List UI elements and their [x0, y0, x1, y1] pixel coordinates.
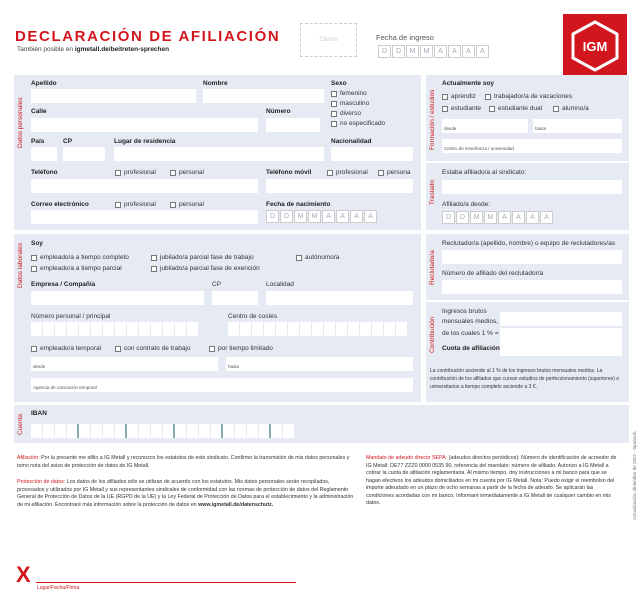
- apellido-label: Apellido: [31, 80, 57, 87]
- afiliado-desde-grid[interactable]: [442, 211, 554, 224]
- digit-cell[interactable]: [283, 424, 295, 438]
- ig-metall-logo-icon: [563, 14, 627, 77]
- digit-cell[interactable]: [163, 322, 175, 336]
- movil-personal[interactable]: persona: [378, 169, 411, 176]
- movil-label: Teléfono móvil: [266, 169, 312, 176]
- telefono-field[interactable]: [31, 179, 258, 193]
- traslado-question: Estaba afiliado/a al sindicato:: [442, 169, 527, 176]
- correo-field[interactable]: [31, 210, 258, 224]
- digit-cell[interactable]: [252, 322, 264, 336]
- digit-cell[interactable]: [264, 322, 276, 336]
- digit-cell[interactable]: [103, 322, 115, 336]
- date-cell[interactable]: A: [540, 211, 553, 224]
- cuenta-section-label: Cuenta: [17, 414, 24, 435]
- nacionalidad-field[interactable]: [331, 147, 413, 161]
- traslado-section-label: Traslado: [429, 179, 436, 205]
- stamp-box: Clients: [300, 23, 357, 57]
- opt-jubilado-trabajo[interactable]: jubilado/a parcial fase de trabajo: [151, 254, 254, 261]
- subtitle: [17, 46, 169, 53]
- digit-cell[interactable]: [139, 424, 151, 438]
- digit-cell[interactable]: [79, 322, 91, 336]
- digit-cell[interactable]: [91, 424, 103, 438]
- ingresos-label-3: de los cuales 1 % =: [442, 330, 499, 337]
- date-cell[interactable]: D: [266, 210, 279, 223]
- digit-cell[interactable]: [67, 322, 79, 336]
- digit-cell[interactable]: [55, 322, 67, 336]
- opt-trabajador-vacaciones[interactable]: trabajador/a de vacaciones: [485, 93, 572, 100]
- date-cell[interactable]: A: [448, 45, 461, 58]
- digit-cell[interactable]: [187, 424, 199, 438]
- contribucion-section-label: Contribución: [429, 316, 436, 353]
- digit-cell[interactable]: [79, 424, 91, 438]
- formacion-hasta-field[interactable]: [533, 119, 622, 133]
- date-cell[interactable]: D: [392, 45, 405, 58]
- centro-ensenanza-label: Centro de enseñanza / universidad: [444, 146, 514, 151]
- svg-text:IGM: IGM: [582, 39, 608, 54]
- date-cell[interactable]: M: [308, 210, 321, 223]
- date-cell[interactable]: D: [378, 45, 391, 58]
- digit-cell[interactable]: [223, 424, 235, 438]
- digit-cell[interactable]: [151, 424, 163, 438]
- sexo-no-especificado[interactable]: no especificado: [331, 120, 385, 127]
- nombre-label: Nombre: [203, 80, 228, 87]
- numero-field[interactable]: [266, 118, 320, 132]
- opt-jubilado-exencion[interactable]: jubilado/a parcial fase de exención: [151, 265, 260, 272]
- date-cell[interactable]: M: [470, 211, 483, 224]
- digit-cell[interactable]: [348, 322, 360, 336]
- afiliacion-text: Afiliación: Por la presente me afilio a IG Metall y reconozco los estatutos de este sindicato. Confirmo la transmisión de mis datos personales y tomo nota del aviso de protección de datos de IG Metall.: [17, 455, 350, 469]
- date-cell[interactable]: A: [350, 210, 363, 223]
- digit-cell[interactable]: [271, 424, 283, 438]
- digit-cell[interactable]: [103, 424, 115, 438]
- telefono-label: Teléfono: [31, 169, 58, 176]
- opt-tiempo-limitado[interactable]: por tiempo limitado: [209, 345, 273, 352]
- cp-label: CP: [63, 138, 73, 145]
- signature-line[interactable]: [36, 582, 296, 583]
- telefono-personal[interactable]: personal: [170, 169, 204, 176]
- cuota-field[interactable]: [500, 342, 622, 356]
- nombre-field[interactable]: [203, 89, 324, 103]
- pais-field[interactable]: [31, 147, 57, 161]
- digit-cell[interactable]: [372, 322, 384, 336]
- empresa-label: Empresa / Compañía: [31, 281, 96, 288]
- opt-contrato[interactable]: con contrato de trabajo: [115, 345, 191, 352]
- digit-cell[interactable]: [300, 322, 312, 336]
- centro-costes-label: Centro de costes: [228, 313, 278, 320]
- digit-cell[interactable]: [228, 322, 240, 336]
- date-cell[interactable]: M: [420, 45, 433, 58]
- digit-cell[interactable]: [43, 322, 55, 336]
- digit-cell[interactable]: [211, 424, 223, 438]
- digit-cell[interactable]: [31, 424, 43, 438]
- opt-estudiante-dual[interactable]: estudiante dual: [489, 105, 542, 112]
- digit-cell[interactable]: [127, 424, 139, 438]
- ingresos-label-2: mensuales medios,: [442, 318, 498, 325]
- date-cell[interactable]: M: [484, 211, 497, 224]
- date-cell[interactable]: M: [294, 210, 307, 223]
- pais-label: País: [31, 138, 45, 145]
- digit-cell[interactable]: [240, 322, 252, 336]
- digit-cell[interactable]: [175, 424, 187, 438]
- apellido-field[interactable]: [31, 89, 196, 103]
- date-cell[interactable]: D: [456, 211, 469, 224]
- num-reclutador-field[interactable]: [442, 280, 622, 294]
- digit-cell[interactable]: [115, 424, 127, 438]
- ingresos-field[interactable]: [500, 312, 622, 326]
- cuota-label: Cuota de afiliación: [442, 345, 500, 352]
- digit-cell[interactable]: [324, 322, 336, 336]
- digit-cell[interactable]: [115, 322, 127, 336]
- nacionalidad-label: Nacionalidad: [331, 138, 372, 145]
- lugar-label: Lugar de residencia: [114, 138, 176, 145]
- sepa-text: Mandato de adeudo directo SEPA: (adeudos directos periódicos): Número de identificación de acreedor de IG Metall: DE77 ZZZ0 0000 0535 90, referencia del mandato: número de afiliado. Autorizo a IG Metall a cobrar la cuota de afiliación reglamentaria. Al mismo tiempo, doy instrucciones a mi banco para que se hagan efectivos los adeudos domiciliados en mi cuenta por IG Metall. Nota: Puedo exigir el reembolso del importe adeudado en un plazo de ocho semanas a partir de la fecha de adeudo. Se aplicarán las condiciones acordadas con mi banco. Informaré inmediatamente a IG Metall de cualquier cambio en mis datos.: [366, 455, 617, 506]
- digit-cell[interactable]: [187, 322, 199, 336]
- iban-grid[interactable]: [31, 424, 295, 438]
- date-cell[interactable]: D: [442, 211, 455, 224]
- centro-costes-grid[interactable]: [228, 322, 408, 336]
- date-cell[interactable]: A: [476, 45, 489, 58]
- sexo-label: Sexo: [331, 80, 347, 87]
- actualmente-soy-label: Actualmente soy: [442, 80, 495, 87]
- correo-label: Correo electrónico: [31, 201, 89, 208]
- num-personal-grid[interactable]: [31, 322, 199, 336]
- formacion-desde-label: desde: [444, 126, 457, 131]
- opt-aprendiz[interactable]: aprendiz: [442, 93, 476, 100]
- digit-cell[interactable]: [396, 322, 408, 336]
- opt-estudiante[interactable]: estudiante: [442, 105, 481, 112]
- localidad-field[interactable]: [266, 291, 413, 305]
- digit-cell[interactable]: [259, 424, 271, 438]
- date-cell[interactable]: A: [434, 45, 447, 58]
- date-cell[interactable]: A: [336, 210, 349, 223]
- afiliado-desde-label: Afiliado/a desde:: [442, 201, 491, 208]
- ingresos-label-1: Ingresos brutos: [442, 308, 487, 315]
- calle-field[interactable]: [31, 118, 258, 132]
- digit-cell[interactable]: [235, 424, 247, 438]
- version-note: Actualización: diciembre de 2022 · Spanisch: [632, 431, 637, 520]
- date-cell[interactable]: M: [406, 45, 419, 58]
- digit-cell[interactable]: [151, 322, 163, 336]
- opt-autonomo[interactable]: autónomo/a: [296, 254, 339, 261]
- formacion-hasta-label: hasta: [535, 126, 547, 131]
- sexo-masculino[interactable]: masculino: [331, 100, 369, 107]
- num-reclutador-label: Número de afiliado del reclutador/a: [442, 270, 544, 277]
- date-cell[interactable]: A: [462, 45, 475, 58]
- digit-cell[interactable]: [336, 322, 348, 336]
- contribucion-note: La contribución asciende al 1 % de los ingresos brutos mensuales medios. La contribución de los afiliados que cursan estudios de perfeccionamiento (superiores) o universitarios a tiempo completo asciende a 3 €.: [430, 368, 619, 390]
- opt-tiempo-completo[interactable]: empleado/a a tiempo completo: [31, 254, 129, 261]
- signature-x-mark: X: [16, 562, 31, 587]
- digit-cell[interactable]: [276, 322, 288, 336]
- proteccion-text: Protección de datos: Los datos de los afiliados sólo se utilizan de acuerdo con los estatutos. Mis datos personales serán recopilados, procesados y utilizados por IG Metall y sus representantes sindicales de conformidad con las normas de protección de datos del Reglamento General de Protección de Datos de la UE (RGPD de la UE) y la Ley Federal de Protección de Datos para el establecimiento y la administración de mi afiliación. Encontraré más información sobre la protección de datos en www.igmetall.de/datenschutz.: [17, 479, 354, 508]
- digit-cell[interactable]: [288, 322, 300, 336]
- digit-cell[interactable]: [31, 322, 43, 336]
- laboral-desde-label: desde: [33, 364, 46, 369]
- reclutado-section-label: Reclutado/a: [429, 250, 436, 285]
- date-cell[interactable]: A: [498, 211, 511, 224]
- subtitle-prefix: También posible en: [17, 46, 75, 53]
- correo-profesional[interactable]: profesional: [115, 201, 156, 208]
- opt-temporal[interactable]: empleado/a temporal: [31, 345, 101, 352]
- localidad-label: Localidad: [266, 281, 294, 288]
- movil-profesional[interactable]: profesional: [327, 169, 368, 176]
- laboral-desde-field[interactable]: [31, 357, 218, 371]
- digit-cell[interactable]: [139, 322, 151, 336]
- cp-field[interactable]: [63, 147, 105, 161]
- laborales-section-label: Datos laborales: [17, 242, 24, 288]
- sexo-femenino[interactable]: femenino: [331, 90, 367, 97]
- digit-cell[interactable]: [127, 322, 139, 336]
- laboral-cp-field[interactable]: [212, 291, 258, 305]
- date-cell[interactable]: A: [364, 210, 377, 223]
- digit-cell[interactable]: [67, 424, 79, 438]
- digit-cell[interactable]: [55, 424, 67, 438]
- proteccion-link[interactable]: www.igmetall.de/datenschutz.: [198, 501, 274, 508]
- nacimiento-label: Fecha de nacimiento: [266, 201, 331, 208]
- laboral-cp-label: CP: [212, 281, 222, 288]
- digit-cell[interactable]: [199, 424, 211, 438]
- entry-date-grid[interactable]: [378, 45, 490, 58]
- digit-cell[interactable]: [312, 322, 324, 336]
- digit-cell[interactable]: [91, 322, 103, 336]
- lugar-field[interactable]: [114, 147, 324, 161]
- soy-label: Soy: [31, 240, 43, 247]
- opt-tiempo-parcial[interactable]: empleado/a a tiempo parcial: [31, 265, 122, 272]
- signature-label: Lugar/Fecha/Firma: [37, 585, 80, 591]
- digit-cell[interactable]: [384, 322, 396, 336]
- uno-porciento-field[interactable]: [500, 328, 622, 342]
- birthdate-grid[interactable]: [266, 210, 378, 223]
- subtitle-link[interactable]: igmetall.de/beitreten-sprechen: [74, 46, 170, 53]
- digit-cell[interactable]: [175, 322, 187, 336]
- num-personal-label: Número personal / principal: [31, 313, 111, 320]
- laboral-hasta-label: hasta: [228, 364, 240, 369]
- digit-cell[interactable]: [43, 424, 55, 438]
- date-cell[interactable]: A: [526, 211, 539, 224]
- calle-label: Calle: [31, 108, 47, 115]
- digit-cell[interactable]: [247, 424, 259, 438]
- reclutador-label: Reclutador/a (apellido, nombre) o equipo de reclutadores/as: [442, 240, 616, 247]
- correo-personal[interactable]: personal: [170, 201, 204, 208]
- date-cell[interactable]: A: [512, 211, 525, 224]
- digit-cell[interactable]: [163, 424, 175, 438]
- traslado-sindicato-field[interactable]: [442, 180, 622, 194]
- laboral-hasta-field[interactable]: [226, 357, 413, 371]
- form-title: DECLARACIÓN DE AFILIACIÓN: [15, 28, 281, 45]
- telefono-profesional[interactable]: profesional: [115, 169, 156, 176]
- date-cell[interactable]: A: [322, 210, 335, 223]
- personal-section-label: Datos personales: [17, 97, 24, 148]
- movil-field[interactable]: [266, 179, 413, 193]
- digit-cell[interactable]: [360, 322, 372, 336]
- iban-label: IBAN: [31, 410, 47, 417]
- formacion-section-label: Formación / estudios: [429, 89, 436, 150]
- sexo-diverso[interactable]: diverso: [331, 110, 361, 117]
- agencia-label: Agencia de colocación temporal: [33, 385, 97, 390]
- numero-label: Número: [266, 108, 291, 115]
- reclutador-field[interactable]: [442, 250, 622, 264]
- opt-alumno[interactable]: alumno/a: [553, 105, 589, 112]
- date-label: Fecha de ingreso: [376, 33, 434, 42]
- empresa-field[interactable]: [31, 291, 204, 305]
- date-cell[interactable]: D: [280, 210, 293, 223]
